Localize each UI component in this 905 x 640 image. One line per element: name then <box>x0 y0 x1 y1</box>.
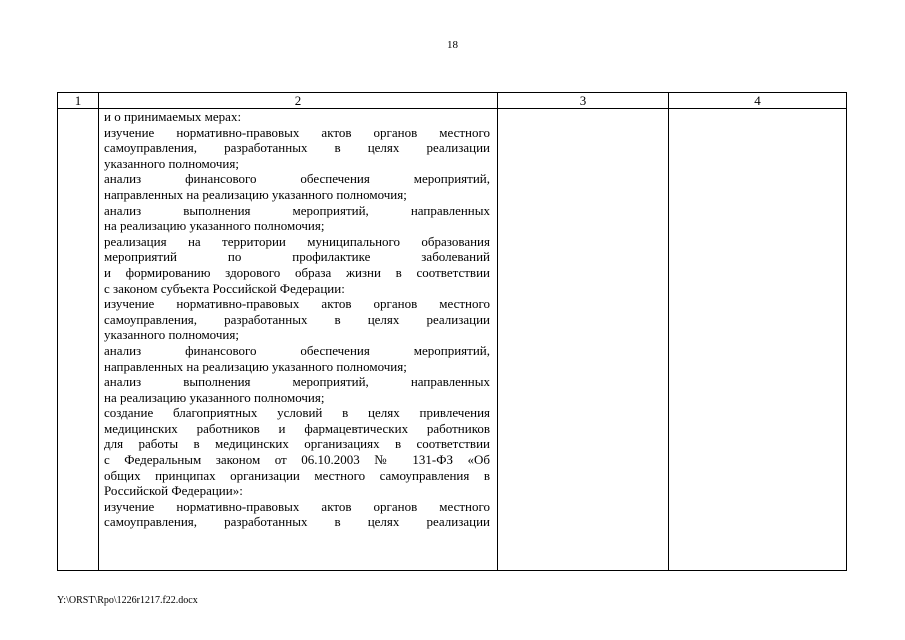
text-line: самоуправления, разработанных в целях реализации <box>104 514 490 530</box>
header-cell-1: 1 <box>58 93 99 109</box>
text-line: указанного полномочия; <box>104 155 239 171</box>
text-line: самоуправления, разработанных в целях реализации <box>104 140 490 156</box>
text-line: Российской Федерации»: <box>104 483 243 499</box>
text-line: реализация на территории муниципального образования <box>104 233 490 249</box>
cell-col-4 <box>669 109 847 571</box>
text-line: и о принимаемых мерах: <box>104 109 242 124</box>
footer-file-path: Y:\ORST\Rpo\1226r1217.f22.docx <box>57 595 198 606</box>
text-line: изучение нормативно-правовых актов органов местного <box>104 498 490 514</box>
cell-col-1 <box>58 109 99 571</box>
text-line: анализ выполнения мероприятий, направленных <box>104 374 490 390</box>
text-line: направленных на реализацию указанного полномочия; <box>104 358 407 374</box>
text-line: на реализацию указанного полномочия; <box>104 389 325 405</box>
header-cell-3: 3 <box>498 93 669 109</box>
page-number: 18 <box>447 39 458 51</box>
text-line: мероприятий по профилактике заболеваний <box>104 249 490 265</box>
cell-col-3 <box>498 109 669 571</box>
cell-col-2 <box>99 109 498 571</box>
text-line: анализ выполнения мероприятий, направленных <box>104 202 490 218</box>
text-line: с Федеральным законом от 06.10.2003 № 131-ФЗ «Об <box>104 452 490 468</box>
table-header-row <box>58 93 847 109</box>
table-row <box>58 109 847 571</box>
text-line: общих принципах организации местного самоуправления в <box>104 467 490 483</box>
text-line: направленных на реализацию указанного полномочия; <box>104 186 407 202</box>
header-cell-2: 2 <box>99 93 498 109</box>
text-line: анализ финансового обеспечения мероприятий, <box>104 171 490 187</box>
text-line: изучение нормативно-правовых актов органов местного <box>104 124 490 140</box>
text-line: с законом субъекта Российской Федерации: <box>104 280 345 296</box>
text-line: медицинских работников и фармацевтических работников <box>104 420 490 436</box>
text-line: самоуправления, разработанных в целях реализации <box>104 311 490 327</box>
text-line: создание благоприятных условий в целях привлечения <box>104 405 490 421</box>
text-line: и формированию здорового образа жизни в соответствии <box>104 264 490 280</box>
text-line: изучение нормативно-правовых актов органов местного <box>104 296 490 312</box>
header-cell-4: 4 <box>669 93 847 109</box>
text-line: анализ финансового обеспечения мероприятий, <box>104 342 490 358</box>
text-line: на реализацию указанного полномочия; <box>104 218 325 234</box>
cell-col-2-text <box>99 109 497 530</box>
text-line: указанного полномочия; <box>104 327 239 343</box>
text-line: для работы в медицинских организациях в соответствии <box>104 436 490 452</box>
document-table <box>57 92 847 571</box>
